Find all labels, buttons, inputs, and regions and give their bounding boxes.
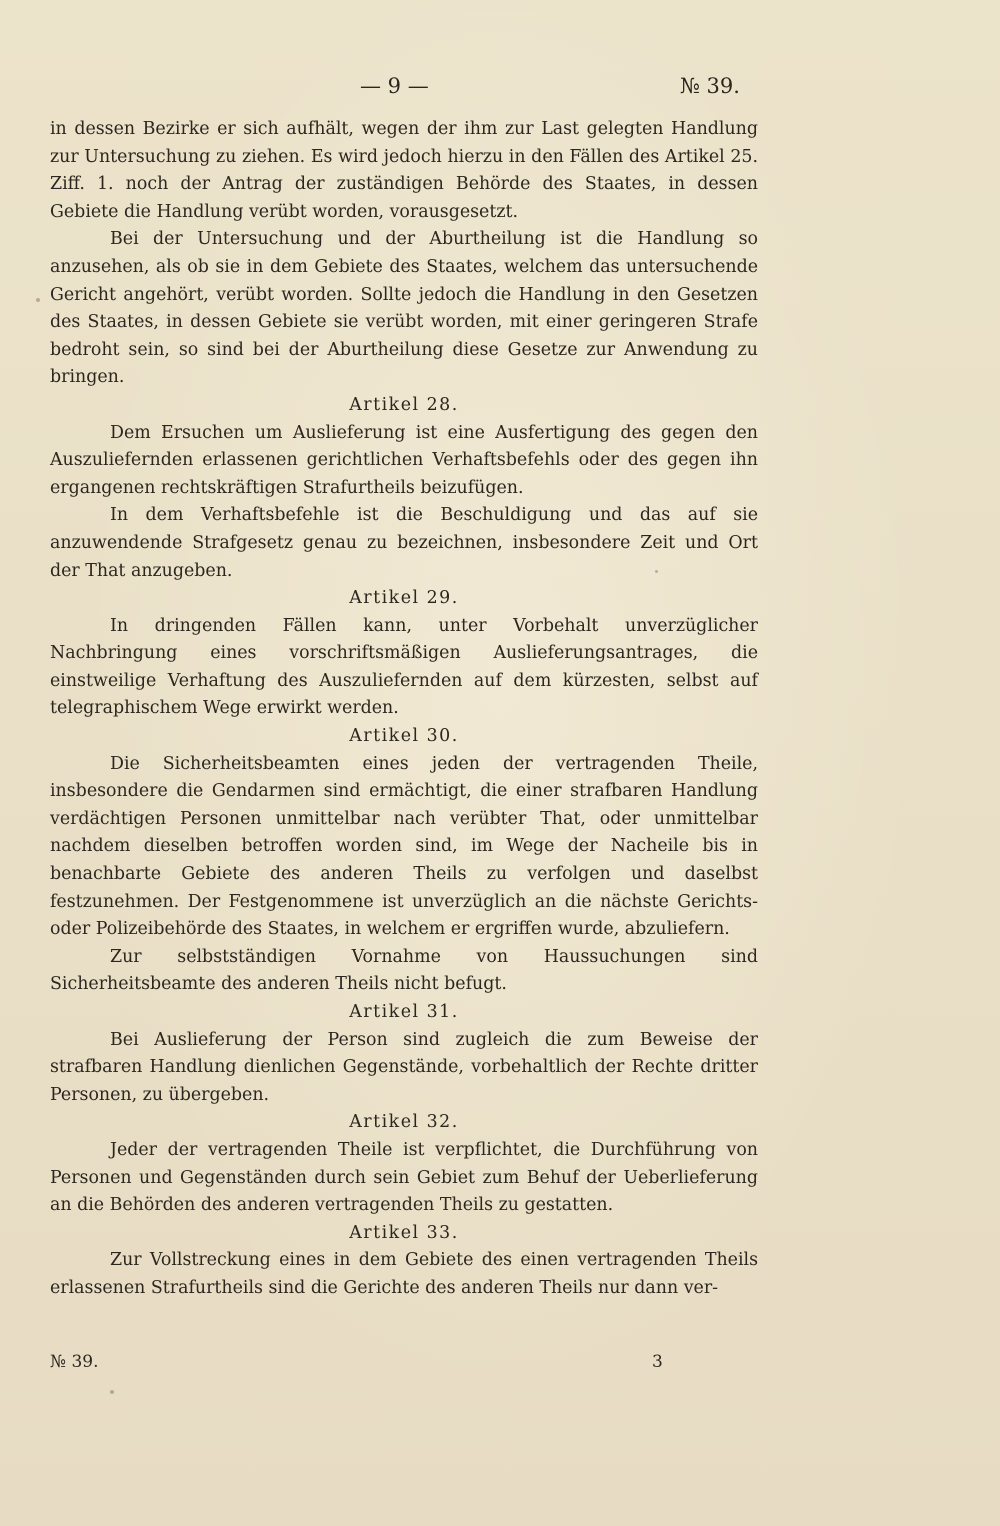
body-paragraph: Zur selbstständigen Vornahme von Haussuchungen sind Sicherheitsbeamte des anderen Theils nicht befugt. [50,946,758,995]
document-body [50,116,758,1303]
issue-number: № 39. [680,74,740,98]
body-paragraph: Zur Vollstreckung eines in dem Gebiete des einen vertragenden Theils erlassenen Strafurtheils sind die Gerichte des anderen Theils nur dann ver- [50,1250,758,1298]
paper-speck [655,570,658,573]
body-paragraph: In dringenden Fällen kann, unter Vorbehalt unverzüglicher Nachbringung eines vorschriftsmäßigen Auslieferungsantrages, die einstweilige Verhaftung des Auszuliefernden auf dem kürzesten, selbst auf telegraphischem Wege erwirkt werden. [50,615,758,719]
body-paragraph: Jeder der vertragenden Theile ist verpflichtet, die Durchführung von Personen und Gegenständen durch sein Gebiet zum Behuf der Ueberlieferung an die Behörden des anderen vertragenden Theils zu gestatten. [50,1139,758,1216]
body-paragraph: in dessen Bezirke er sich aufhält, wegen der ihm zur Last gelegten Handlung zur Untersuchung zu ziehen. Es wird jedoch hierzu in den Fällen des Artikel 25. Ziff. 1. noch der Antrag der zuständigen Behörde des Staates, in dessen Gebiete die Handlung verübt worden, vorausgesetzt. [50,119,758,222]
paper-speck [110,1390,114,1394]
page-number: — 9 — [360,74,429,98]
article-heading: Artikel 28. [349,394,459,415]
paper-speck [36,298,40,302]
footer-sheet-number: 3 [652,1352,663,1372]
article-heading: Artikel 31. [349,1002,459,1022]
page-header [0,74,1000,104]
article-heading: Artikel 32. [349,1112,459,1133]
body-paragraph: Dem Ersuchen um Auslieferung ist eine Ausfertigung des gegen den Auszuliefernden erlassenen gerichtlichen Verhaftsbefehls oder des gegen ihn ergangenen rechtskräftigen Strafurtheils beizufügen. [50,422,758,498]
body-paragraph: In dem Verhaftsbefehle ist die Beschuldigung und das auf sie anzuwendende Strafgesetz genau zu bezeichnen, insbesondere Zeit und Ort der That anzugeben. [50,505,758,581]
body-paragraph: Bei Auslieferung der Person sind zugleich die zum Beweise der strafbaren Handlung dienlichen Gegenstände, vorbehaltlich der Rechte dritter Personen, zu übergeben. [50,1029,758,1105]
article-heading: Artikel 29. [349,588,459,609]
footer-issue-mark: № 39. [50,1352,99,1372]
article-heading: Artikel 33. [349,1222,459,1243]
page-footer [50,1352,670,1376]
body-paragraph: Die Sicherheitsbeamten eines jeden der vertragenden Theile, insbesondere die Gendarmen sind ermächtigt, die einer strafbaren Handlung verdächtigen Personen unmittelbar nach verübter That, oder unmittelbar nachdem dieselben betroffen worden sind, im Wege der Nacheile bis in benachbarte Gebiete des anderen Theils zu verfolgen und daselbst festzunehmen. Der Festgenommene ist unverzüglich an die nächste Gerichts- oder Polizeibehörde des Staates, in welchem er ergriffen wurde, abzuliefern. [50,753,758,940]
body-paragraph: Bei der Untersuchung und der Aburtheilung ist die Handlung so anzusehen, als ob sie in dem Gebiete des Staates, welchem das untersuchende Gericht angehört, verübt worden. Sollte jedoch die Handlung in den Gesetzen des Staates, in dessen Gebiete sie verübt worden, mit einer geringeren Strafe bedroht sein, so sind bei der Aburtheilung diese Gesetze zur Anwendung zu bringen. [50,229,758,388]
article-heading: Artikel 30. [349,726,459,747]
